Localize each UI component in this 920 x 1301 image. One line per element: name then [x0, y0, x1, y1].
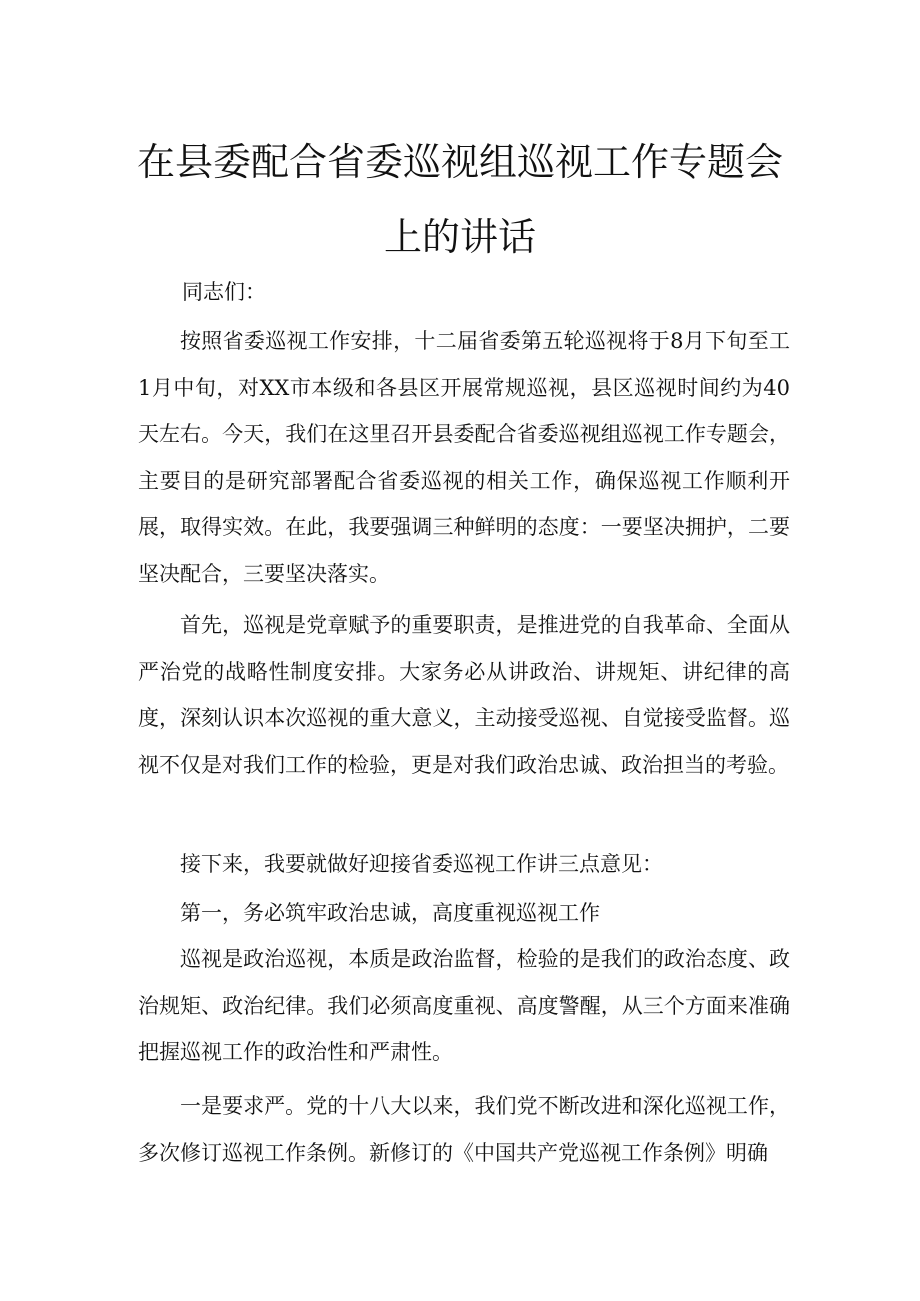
section-heading-block	[138, 890, 790, 937]
paragraph-2-block	[138, 602, 790, 788]
paragraph-3: 接下来，我要就做好迎接省委巡视工作讲三点意见：	[180, 852, 663, 876]
paragraph-5: 一是要求严。党的十八大以来，我们党不断改进和深化巡视工作，多次修订巡视工作条例。新修订的《中国共产党巡视工作条例》明确	[138, 1094, 790, 1165]
paragraph-4: 巡视是政治巡视，本质是政治监督，检验的是我们的政治态度、政治规矩、政治纪律。我们必须高度重视、高度警醒，从三个方面来准确把握巡视工作的政治性和严肃性。	[138, 947, 790, 1064]
section-heading-1: 第一，务必筑牢政治忠诚，高度重视巡视工作	[180, 901, 600, 925]
paragraph-5-block	[138, 1083, 790, 1176]
salutation: 同志们：	[182, 280, 266, 304]
paragraph-1-block	[138, 318, 790, 597]
paragraph-1: 按照省委巡视工作安排，十二届省委第五轮巡视将于8月下旬至工1月中旬，对XX市本级和各县区开展常规巡视，县区巡视时间约为40天左右。今天，我们在这里召开县委配合省委巡视组巡视工作专题会，主要目的是研究部署配合省委巡视的相关工作，确保巡视工作顺利开展，取得实效。在此，我要强调三种鲜明的态度：一要坚决拥护，二要坚决配合，三要坚决落实。	[138, 329, 790, 586]
document-title-line-2: 上的讲话	[383, 215, 536, 259]
document-title-line-1: 在县委配合省委巡视组巡视工作专题会	[136, 140, 783, 184]
paragraph-4-block	[138, 936, 790, 1076]
paragraph-2: 首先，巡视是党章赋予的重要职责，是推进党的自我革命、全面从严治党的战略性制度安排。大家务必从讲政治、讲规矩、讲纪律的高度，深刻认识本次巡视的重大意义，主动接受巡视、自觉接受监督。巡视不仅是对我们工作的检验，更是对我们政治忠诚、政治担当的考验。	[138, 613, 790, 777]
paragraph-3-block	[138, 841, 790, 888]
